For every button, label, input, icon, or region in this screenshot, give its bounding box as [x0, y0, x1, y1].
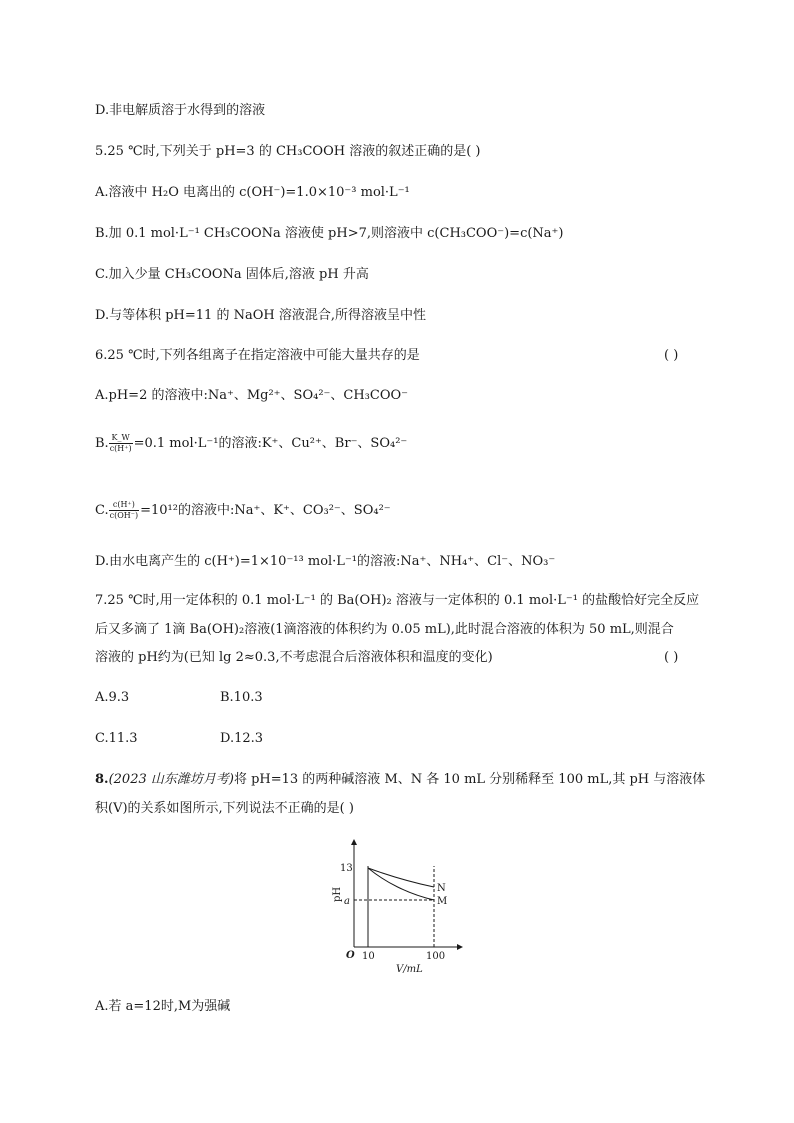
q6-option-b-text: =0.1 mol·L⁻¹的溶液:K⁺、Cu²⁺、Br⁻、SO₄²⁻: [133, 436, 408, 451]
q7-line-1: 7.25 ℃时,用一定体积的 0.1 mol·L⁻¹ 的 Ba(OH)₂ 溶液与一定体积的 0.1 mol·L⁻¹ 的盐酸恰好完全反应: [95, 593, 700, 608]
q6-option-c-text: =10¹²的溶液中:Na⁺、K⁺、CO₃²⁻、SO₄²⁻: [140, 503, 391, 518]
q6-option-d: D.由水电离产生的 c(H⁺)=1×10⁻¹³ mol·L⁻¹的溶液:Na⁺、NH₄⁺、Cl⁻、NO₃⁻: [95, 554, 556, 569]
q7-option-a: A.9.3: [95, 690, 130, 705]
q8-line-2: 积(V)的关系如图所示,下列说法不正确的是( ): [95, 801, 354, 816]
curve-n-label: N: [437, 883, 446, 894]
fraction-numerator: K_W: [109, 433, 133, 444]
q4-option-d: D.非电解质溶于水得到的溶液: [95, 103, 266, 118]
y-axis-label: pH: [332, 886, 343, 902]
q6-stem: 6.25 ℃时,下列各组离子在指定溶液中可能大量共存的是: [95, 348, 420, 363]
q6-option-c: [95, 500, 391, 521]
q6-option-c-prefix: C.: [95, 503, 109, 518]
origin-label: O: [346, 950, 355, 961]
curve-n: [368, 868, 434, 887]
q8-option-a: A.若 a=12时,M为强碱: [95, 999, 231, 1014]
y-a-label: a: [344, 896, 350, 907]
q5-option-d: D.与等体积 pH=11 的 NaOH 溶液混合,所得溶液呈中性: [95, 308, 426, 323]
q8-line-1: [95, 770, 705, 790]
q7-option-d: D.12.3: [220, 731, 264, 746]
q6-option-b: [95, 433, 407, 454]
q8-number: 8.: [95, 772, 109, 787]
ph-volume-graph: [330, 836, 470, 974]
q6-option-a: A.pH=2 的溶液中:Na⁺、Mg²⁺、SO₄²⁻、CH₃COO⁻: [95, 388, 409, 403]
q7-option-c: C.11.3: [95, 731, 138, 746]
q7-option-b: B.10.3: [220, 690, 263, 705]
q5-option-c: C.加入少量 CH₃COONa 固体后,溶液 pH 升高: [95, 267, 369, 282]
q7-paren: ( ): [664, 650, 679, 665]
fraction-denominator: c(OH⁻): [109, 511, 139, 520]
q6-option-c-fraction: [109, 500, 139, 521]
fraction-denominator: c(H⁺): [109, 444, 132, 453]
q7-line-3: 溶液的 pH约为(已知 lg 2≈0.3,不考虑混合后溶液体积和温度的变化): [95, 650, 493, 665]
q6-option-b-fraction: [109, 433, 133, 454]
x-100-label: 100: [426, 951, 446, 962]
fraction-numerator: c(H⁺): [109, 500, 139, 511]
y-13-label: 13: [340, 863, 353, 874]
q6-paren: ( ): [664, 348, 679, 363]
q5-option-b: B.加 0.1 mol·L⁻¹ CH₃COONa 溶液使 pH>7,则溶液中 c(CH₃COO⁻)=c(Na⁺): [95, 226, 564, 241]
x-10-label: 10: [362, 951, 375, 962]
q6-option-b-prefix: B.: [95, 436, 109, 451]
q7-line-2: 后又多滴了 1滴 Ba(OH)₂溶液(1滴溶液的体积约为 0.05 mL),此时混合溶液的体积为 50 mL,则混合: [95, 622, 674, 637]
q8-source: (2023 山东潍坊月考): [108, 772, 234, 787]
curve-m: [368, 868, 434, 900]
curve-m-label: M: [437, 896, 448, 907]
x-axis-label: V/mL: [396, 964, 423, 974]
q5-stem: 5.25 ℃时,下列关于 pH=3 的 CH₃COOH 溶液的叙述正确的是( ): [95, 144, 481, 159]
q8-line-1-text: 将 pH=13 的两种碱溶液 M、N 各 10 mL 分别稀释至 100 mL,其 pH 与溶液体: [233, 772, 706, 787]
q5-option-a: A.溶液中 H₂O 电离出的 c(OH⁻)=1.0×10⁻³ mol·L⁻¹: [95, 185, 410, 200]
